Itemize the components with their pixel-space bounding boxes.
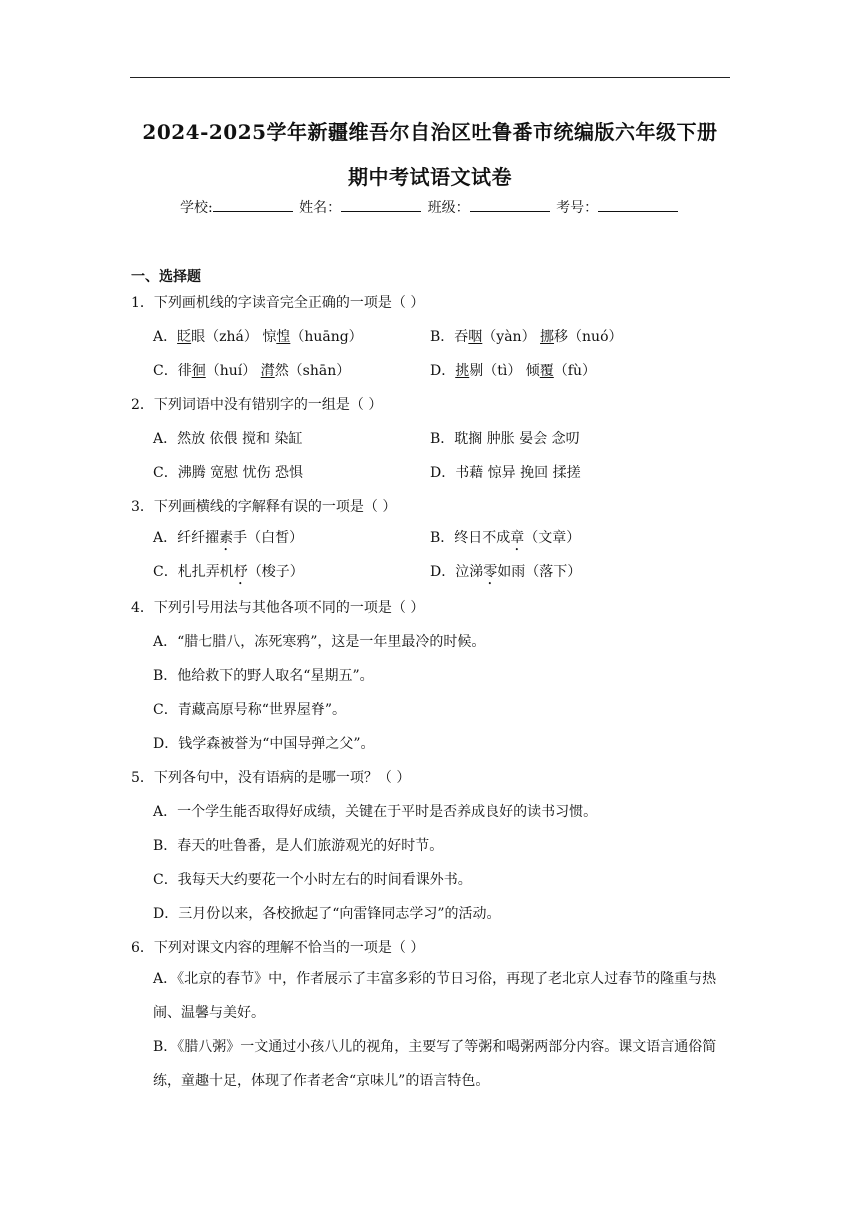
q2-option-d: D．书藉 惊异 挽回 揉搓 [430, 465, 581, 481]
question-1-stem: 1．下列画机线的字读音完全正确的一项是（ ） [131, 295, 425, 311]
class-blank[interactable] [470, 199, 550, 212]
q4-option-b: B．他给救下的野人取名“星期五”。 [153, 668, 374, 684]
q1-option-a: A．眨眼（zhá） 惊惶（huāng） [153, 329, 363, 345]
q5-option-c: C．我每天大约要花一个小时左右的时间看课外书。 [153, 872, 472, 888]
q6-option-b: B．《腊八粥》一文通过小孩八儿的视角，主要写了等粥和喝粥两部分内容。课文语言通俗简练，童趣十足，体现了作者老舍“京味儿”的语言特色。 [153, 1039, 717, 1089]
class-label: 班级： [427, 200, 470, 216]
q6-option-a: A．《北京的春节》中，作者展示了丰富多彩的节日习俗，再现了老北京人过春节的隆重与热闹、温馨与美好。 [153, 971, 717, 1021]
q5-option-b: B．春天的吐鲁番，是人们旅游观光的好时节。 [153, 838, 444, 854]
question-2-stem: 2．下列词语中没有错别字的一组是（ ） [131, 397, 383, 413]
q4-option-a: A．“腊七腊八，冻死寒鸦”，这是一年里最冷的时候。 [153, 634, 486, 650]
q3-option-d: D．泣涕零如雨（落下） [430, 564, 582, 580]
exam-number-label: 考号： [556, 200, 599, 216]
question-3-stem: 3．下列画横线的字解释有误的一项是（ ） [131, 499, 397, 515]
q4-option-d: D．钱学森被誉为“中国导弹之父”。 [153, 736, 375, 752]
q2-option-b: B．耽搁 肿胀 晏会 念叨 [430, 431, 580, 447]
q5-option-a: A．一个学生能否取得好成绩，关键在于平时是否养成良好的读书习惯。 [153, 804, 598, 820]
q5-option-d: D．三月份以来，各校掀起了“向雷锋同志学习”的活动。 [153, 906, 501, 922]
top-rule [130, 77, 730, 78]
school-label: 学校: [180, 200, 213, 216]
q3-option-a: A．纤纤擢素手（白皙） [153, 530, 304, 546]
student-info-row [180, 197, 700, 217]
question-6-stem: 6．下列对课文内容的理解不恰当的一项是（ ） [131, 940, 425, 956]
q4-option-c: C．青藏高原号称“世界屋脊”。 [153, 702, 347, 718]
name-blank[interactable] [341, 199, 421, 212]
page-title-line1: 2024-2025学年新疆维吾尔自治区吐鲁番市统编版六年级下册 [142, 120, 718, 144]
q1-option-b: B．吞咽（yàn） 挪移（nuó） [430, 329, 623, 345]
page-title-line2: 期中考试语文试卷 [348, 165, 512, 189]
q3-option-c: C．札扎弄机杼（梭子） [153, 564, 304, 580]
q3-option-b: B．终日不成章（文章） [430, 530, 581, 546]
q1-option-d: D．挑剔（tì） 倾覆（fù） [430, 363, 596, 379]
school-blank[interactable] [213, 199, 293, 212]
section-heading: 一、选择题 [131, 269, 201, 285]
q2-option-c: C．沸腾 宽慰 忧伤 恐惧 [153, 465, 304, 481]
question-5-stem: 5．下列各句中，没有语病的是哪一项？（ ） [131, 770, 411, 786]
name-label: 姓名： [299, 200, 342, 216]
q2-option-a: A．然放 依偎 搅和 染缸 [153, 431, 303, 447]
question-4-stem: 4．下列引号用法与其他各项不同的一项是（ ） [131, 600, 425, 616]
q1-option-c: C．徘徊（huí） 潸然（shān） [153, 363, 351, 379]
exam-number-blank[interactable] [598, 199, 678, 212]
